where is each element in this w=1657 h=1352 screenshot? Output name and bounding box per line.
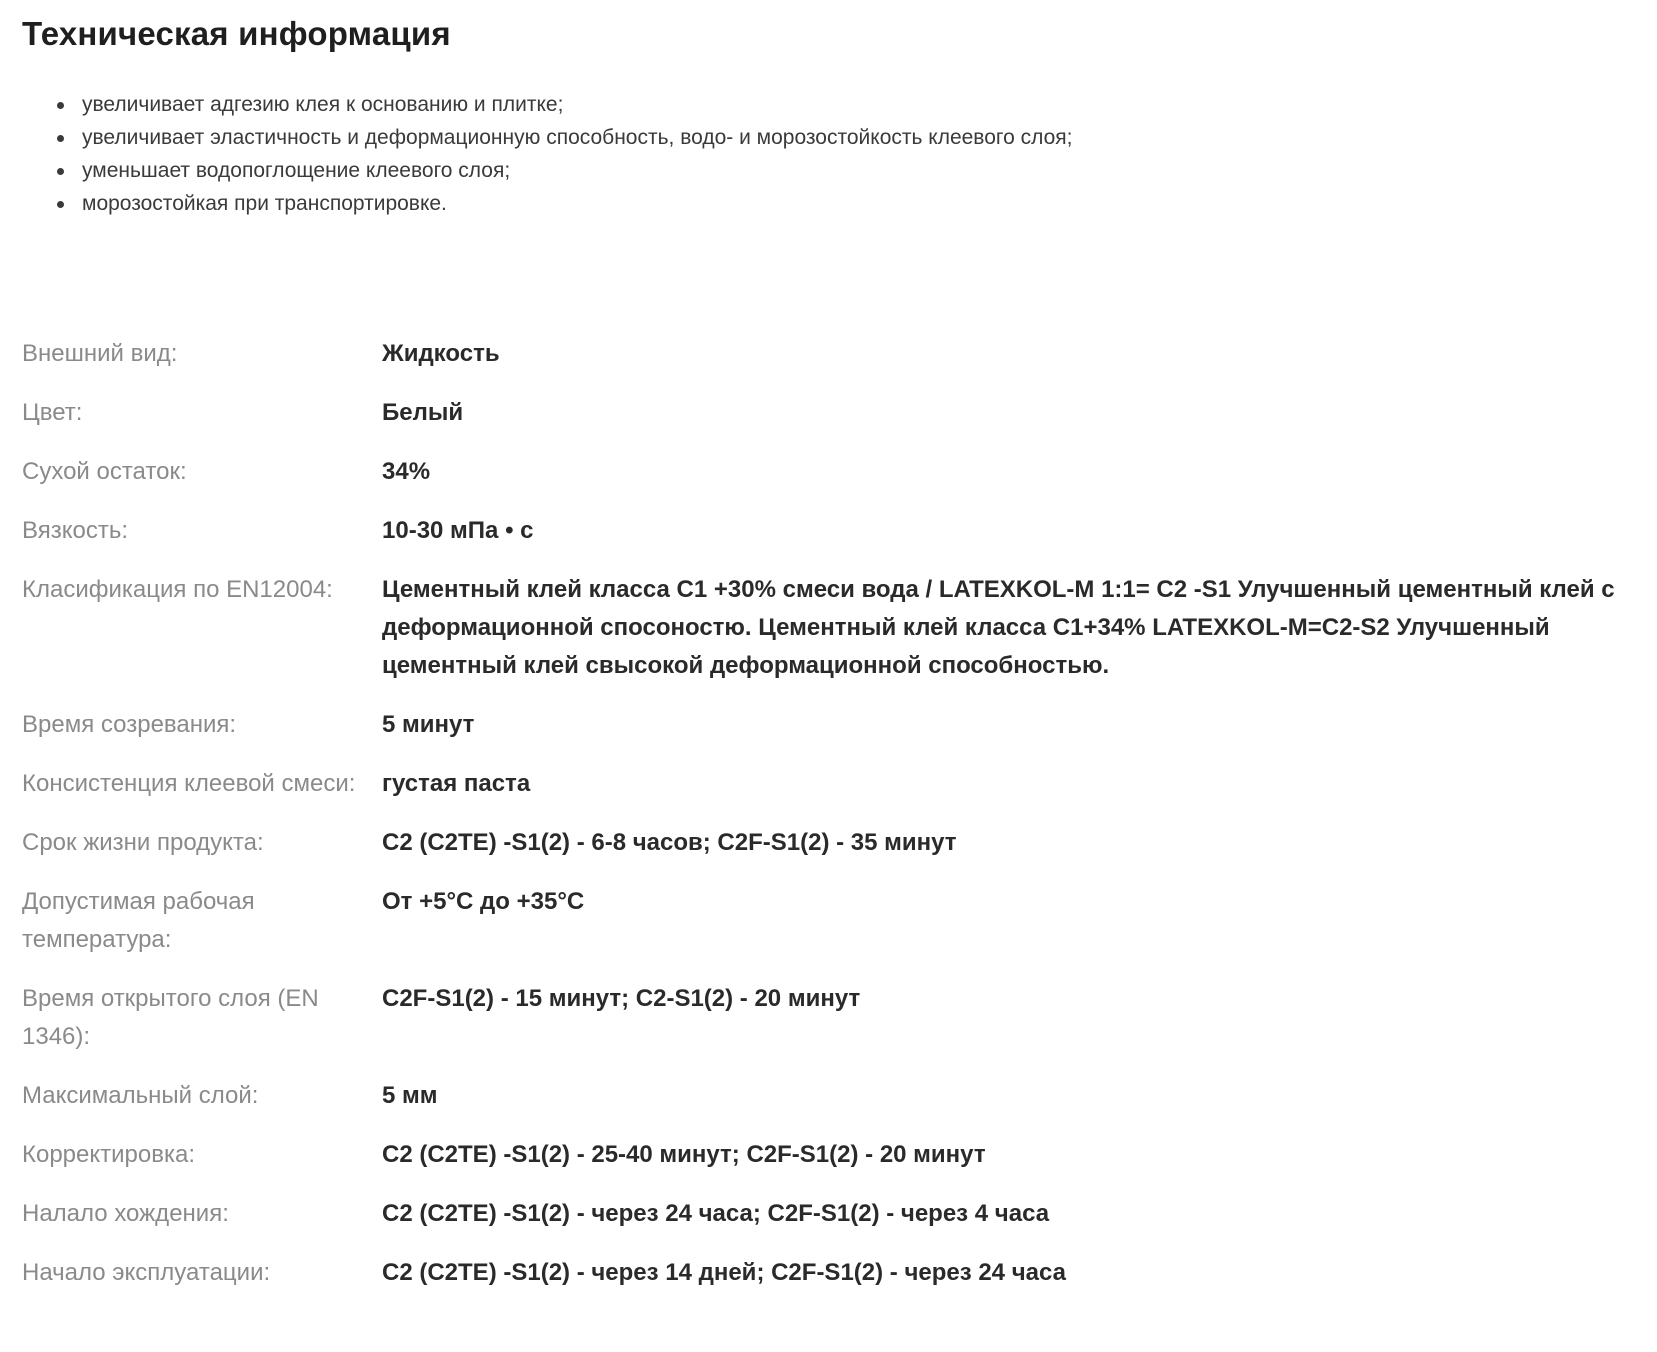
spec-row-walk-on bbox=[22, 1195, 1642, 1233]
spec-row-appearance bbox=[22, 335, 1642, 373]
feature-item bbox=[22, 187, 1073, 220]
spec-table bbox=[22, 335, 1642, 1313]
spec-value: С2 (С2ТЕ) -S1(2) - 6-8 часов; С2F-S1(2) - 35 минут bbox=[382, 829, 957, 856]
spec-row-color bbox=[22, 394, 1642, 432]
spec-value: густая паста bbox=[382, 770, 531, 797]
feature-text: увеличивает адгезию клея к основанию и плитке; bbox=[82, 93, 564, 116]
spec-label: Внешний вид: bbox=[22, 340, 178, 367]
bullet-icon bbox=[57, 135, 64, 142]
spec-value: С2 (С2ТЕ) -S1(2) - через 14 дней; С2F-S1(2) - через 24 часа bbox=[382, 1259, 1066, 1286]
spec-row-pot-life bbox=[22, 824, 1642, 862]
spec-value: Белый bbox=[382, 399, 464, 426]
feature-text: уменьшает водопоглощение клеевого слоя; bbox=[82, 159, 511, 182]
spec-label: Консистенция клеевой смеси: bbox=[22, 770, 356, 797]
feature-item bbox=[22, 154, 1073, 187]
feature-item bbox=[22, 121, 1073, 154]
spec-label: Налало хождения: bbox=[22, 1200, 229, 1227]
spec-label: Максимальный слой: bbox=[22, 1082, 259, 1109]
spec-value: С2 (С2ТЕ) -S1(2) - 25-40 минут; С2F-S1(2) - 20 минут bbox=[382, 1141, 986, 1168]
spec-value: Жидкость bbox=[382, 340, 500, 367]
spec-label: Корректировка: bbox=[22, 1141, 196, 1168]
bullet-icon bbox=[57, 102, 64, 109]
spec-label: Время созревания: bbox=[22, 711, 237, 738]
bullet-icon bbox=[57, 168, 64, 175]
spec-row-max-layer bbox=[22, 1077, 1642, 1115]
spec-value: С2 (С2ТЕ) -S1(2) - через 24 часа; С2F-S1(2) - через 4 часа bbox=[382, 1200, 1050, 1227]
feature-item bbox=[22, 88, 1073, 121]
spec-row-viscosity bbox=[22, 512, 1642, 550]
spec-label: Класификация по EN12004: bbox=[22, 576, 333, 603]
spec-value: 5 мм bbox=[382, 1082, 438, 1109]
spec-label: Цвет: bbox=[22, 399, 83, 426]
spec-label: Вязкость: bbox=[22, 517, 129, 544]
spec-row-classification bbox=[22, 571, 1642, 685]
spec-row-maturation-time bbox=[22, 706, 1642, 744]
spec-label: Сухой остаток: bbox=[22, 458, 187, 485]
spec-row-dry-residue bbox=[22, 453, 1642, 491]
spec-row-working-temperature bbox=[22, 883, 1642, 959]
spec-row-consistency bbox=[22, 765, 1642, 803]
spec-label: Срок жизни продукта: bbox=[22, 829, 264, 856]
bullet-icon bbox=[57, 201, 64, 208]
spec-row-correction bbox=[22, 1136, 1642, 1174]
spec-value: 34% bbox=[382, 458, 431, 485]
spec-value: 10-30 мПа • с bbox=[382, 517, 534, 544]
spec-label: Начало эксплуатации: bbox=[22, 1259, 271, 1286]
spec-value: От +5°С до +35°С bbox=[382, 888, 585, 915]
spec-value: 5 минут bbox=[382, 711, 475, 738]
page-title: Техническая информация bbox=[22, 15, 451, 52]
spec-label: Время открытого слоя (EN 1346): bbox=[22, 985, 319, 1050]
spec-value: С2F-S1(2) - 15 минут; С2-S1(2) - 20 минут bbox=[382, 985, 861, 1012]
spec-value: Цементный клей класса С1 +30% смеси вода / LATEXKOL-M 1:1= С2 -S1 Улучшенный цементный клей с деформационной спосоностю. Цементный клей класса С1+34% LATEXKOL-M=C2-S2 Улучшенный цементный клей свысокой деформационной способностью. bbox=[382, 576, 1615, 679]
spec-row-operation-start bbox=[22, 1254, 1642, 1292]
spec-label: Допустимая рабочая температура: bbox=[22, 888, 255, 953]
feature-text: увеличивает эластичность и деформационную способность, водо- и морозостойкость клеевого слоя; bbox=[82, 126, 1073, 149]
spec-row-open-time bbox=[22, 980, 1642, 1056]
feature-text: морозостойкая при транспортировке. bbox=[82, 192, 447, 215]
feature-list bbox=[22, 88, 1073, 220]
